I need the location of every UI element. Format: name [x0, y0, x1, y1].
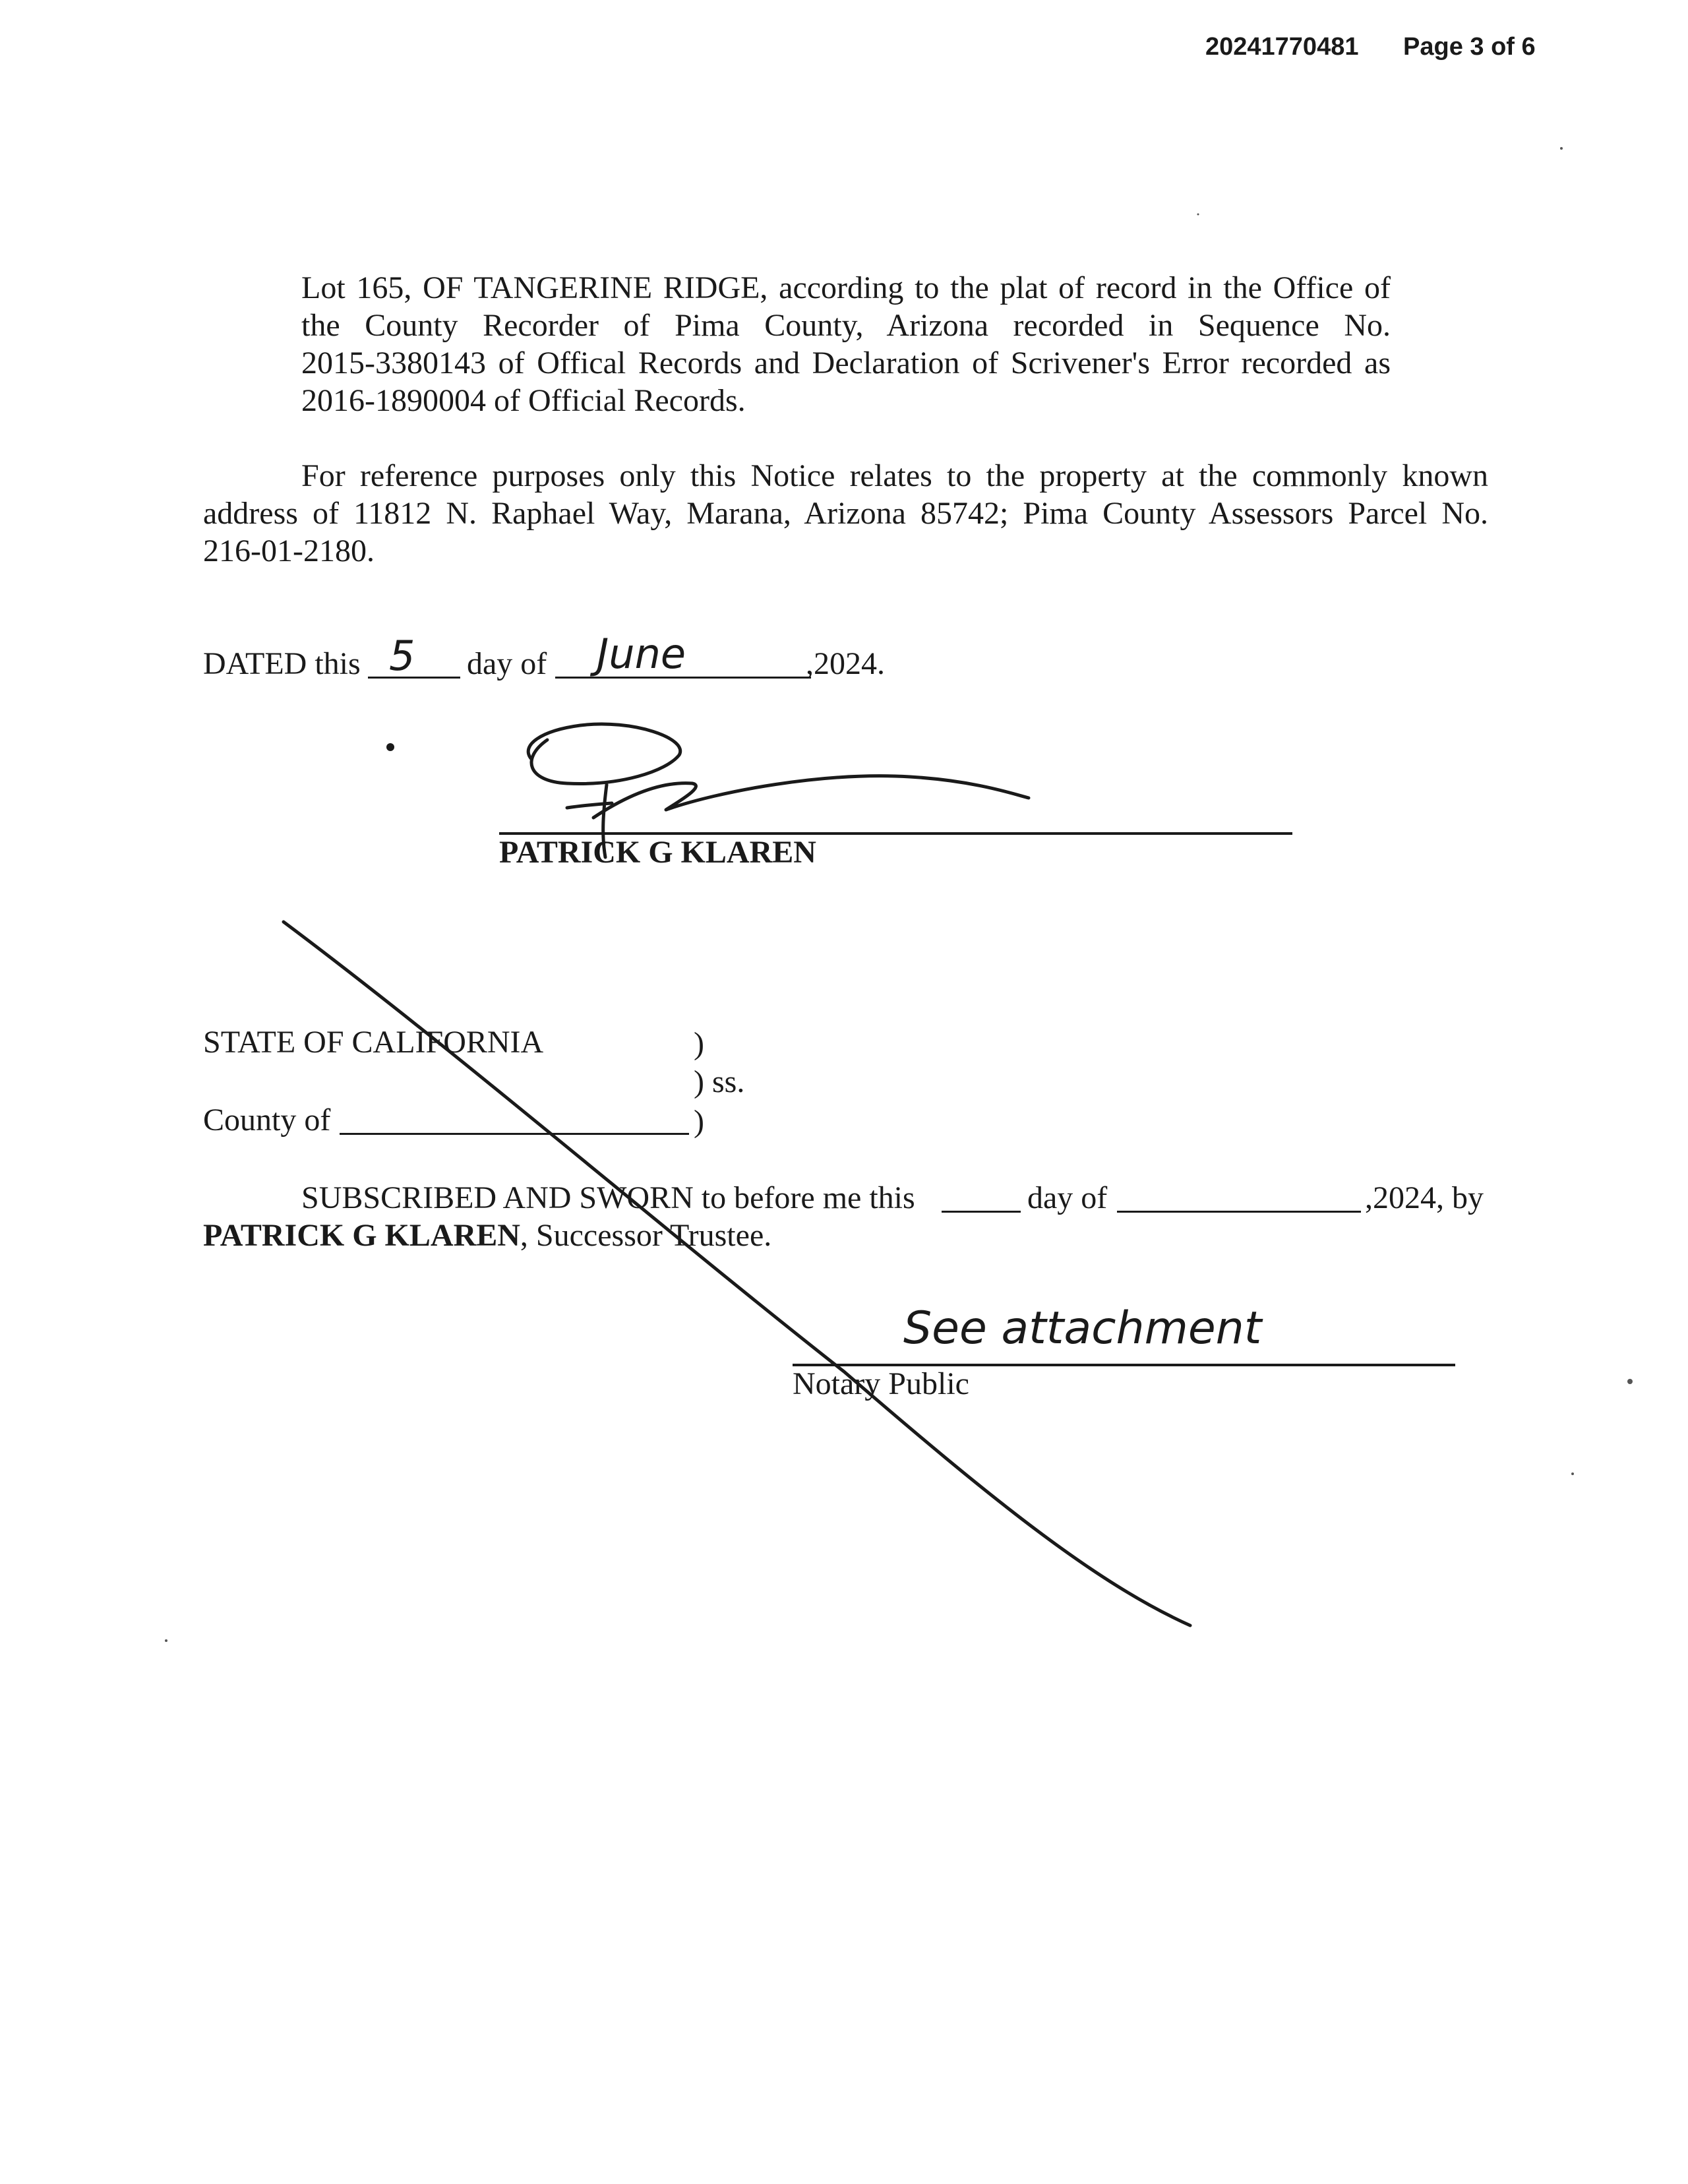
- dated-month-handwritten: June: [597, 630, 686, 678]
- jurat-text: SUBSCRIBED AND SWORN to before me this: [301, 1180, 915, 1215]
- jurat-signer-title: , Successor Trustee.: [520, 1218, 772, 1253]
- page-label: Page 3 of 6: [1403, 33, 1536, 61]
- venue-county-label: County of: [203, 1103, 331, 1138]
- legal-description-line-1: Lot 165, OF TANGERINE RIDGE, according to the plat of record in the Office of: [301, 270, 1391, 305]
- notary-handwritten-note: See attachment: [903, 1302, 1262, 1354]
- jurat-signer-name: PATRICK G KLAREN: [203, 1218, 520, 1253]
- dated-day-handwritten: 5: [389, 632, 415, 680]
- reference-line-2: address of 11812 N. Raphael Way, Marana, Arizona 85742; Pima County Assessors Parcel No.: [203, 496, 1488, 531]
- venue-county-blank: [340, 1101, 689, 1135]
- jurat-year-by: ,2024, by: [1365, 1180, 1484, 1215]
- jurat-day-of: day of: [1027, 1180, 1108, 1215]
- venue-paren-3: ): [694, 1104, 704, 1139]
- legal-description-line-4: 2016-1890004 of Official Records.: [301, 383, 746, 418]
- venue-state: STATE OF CALIFORNIA: [203, 1025, 544, 1060]
- venue-paren-1: ): [694, 1026, 704, 1061]
- dated-prefix: DATED this: [203, 646, 361, 681]
- signer-name: PATRICK G KLAREN: [499, 835, 816, 870]
- jurat-day-blank: [942, 1179, 1021, 1213]
- ink-dot: [386, 743, 394, 751]
- dated-year: ,2024.: [806, 646, 885, 681]
- legal-description-line-2: the County Recorder of Pima County, Arizona recorded in Sequence No.: [301, 308, 1391, 343]
- dated-day-of: day of: [467, 646, 547, 681]
- jurat-month-blank: [1117, 1179, 1361, 1213]
- reference-line-3: 216-01-2180.: [203, 533, 375, 568]
- venue-ss: ) ss.: [694, 1064, 745, 1099]
- document-number: 20241770481: [1205, 33, 1359, 61]
- notary-label: Notary Public: [793, 1366, 969, 1401]
- legal-description-line-3: 2015-3380143 of Offical Records and Declaration of Scrivener's Error recorded as: [301, 346, 1391, 380]
- reference-line-1: For reference purposes only this Notice relates to the property at the commonly known: [301, 458, 1488, 493]
